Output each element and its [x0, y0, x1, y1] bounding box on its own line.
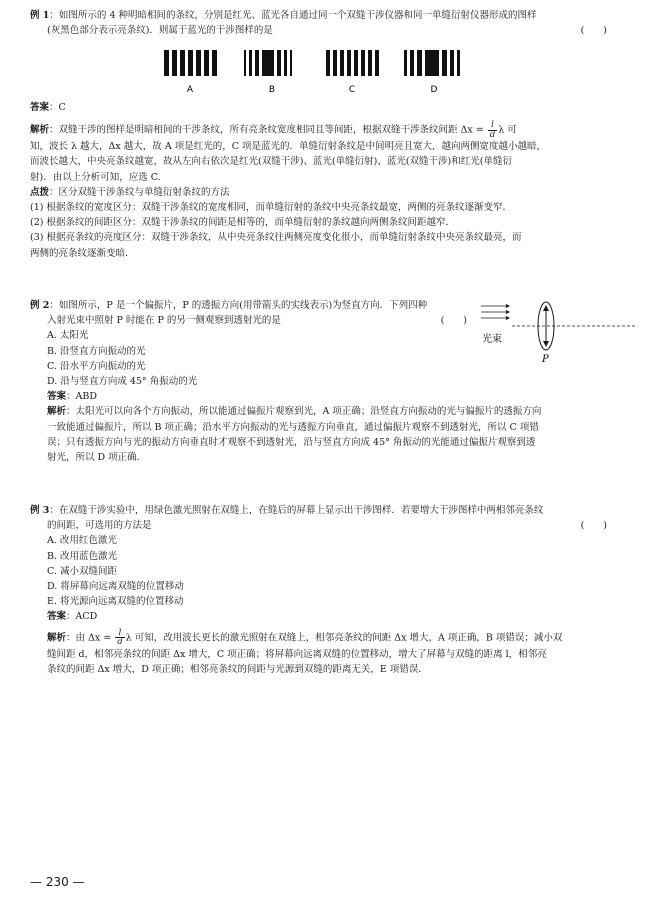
example-3-answer-label: 答案 [47, 611, 67, 623]
example-3-option-e: E. 将光源向远离双缝的位置移动 [47, 596, 184, 608]
patB-fringe [249, 50, 252, 76]
patA-fringe [196, 50, 201, 76]
patC-fringe [347, 50, 351, 76]
example-1-tip: ：区分双缝干涉条纹与单缝衍射条纹的方法 [49, 186, 230, 198]
example-2-analysis-line-4: 射光，所以 D 项正确． [47, 451, 147, 463]
patD-fringe [417, 50, 422, 76]
example-2-option-a: A. 太阳光 [47, 330, 89, 342]
patB-fringe [284, 50, 287, 76]
example-2-question-line-2: 入射光束中照射 P 时能在 P 的另一侧观察到透射光的是 [47, 315, 281, 327]
patB-fringe [277, 50, 281, 76]
patC-fringe [368, 50, 372, 76]
example-2-analysis-line-3: 误；只有透振方向与光的振动方向垂直时才观察不到透射光，沿与竖直方向成 45° 角振动的光能通过偏振片观察到透 [47, 436, 536, 448]
example-1-analysis-line-1b: λ 可 [498, 124, 517, 136]
patD-fringe [457, 50, 460, 76]
example-3-question-line-1: ：在双缝干涉实验中，用绿色激光照射在双缝上，在缝后的屏幕上显示出干涉图样．若要增大干涉图样中两相邻亮条纹 [49, 505, 544, 516]
patC-fringe [333, 50, 337, 76]
example-1-question-line-2: (灰黑色部分表示亮条纹)．则属于蓝光的干涉图样的是 [47, 25, 273, 37]
patA-fringe [204, 50, 209, 76]
example-3-answer: ：ACD [66, 611, 98, 623]
example-1-tip-3a: (3) 根据亮条纹的亮度区分：双缝干涉条纹，从中央亮条纹往两侧亮度变化很小，而单缝衍射条纹中央亮条纹最亮，而 [30, 232, 522, 244]
example-2-label: 例 2 [30, 300, 50, 311]
example-1-analysis-line-4: 射)．由以上分析可知，应选 C. [30, 171, 161, 183]
example-3-option-d: D. 将屏幕向远离双缝的位置移动 [47, 580, 184, 592]
example-2-analysis-line-2: 一致能通过偏振片，所以 B 项正确；沿水平方向振动的光与透振方向垂直，通过偏振片观察不到透射光，所以 C 项错 [47, 421, 539, 433]
example-3-question-line-2: 的间距，可选用的方法是 [47, 520, 152, 532]
polarizer-figure [476, 296, 636, 376]
example-1-analysis-line-2: 知，波长 λ 越大，Δx 越大，故 A 项是红光的，C 项是蓝光的．单缝衍射条纹是中间明亮且宽大，越向两侧宽度越小越暗， [30, 141, 546, 153]
example-3-option-b: B. 改用蓝色激光 [47, 550, 118, 562]
patB-fringe [290, 50, 292, 76]
example-3-answer-bracket: ( ) [580, 520, 607, 532]
example-3-option-a: A. 改用红色激光 [47, 535, 117, 547]
example-1-answer-bracket: ( ) [580, 25, 607, 37]
example-1-analysis-label: 解析 [30, 124, 50, 136]
example-3-analysis-line-1b: λ 可知，改用波长更长的激光照射在双缝上，相邻亮条纹的间距 Δx 增大，A 项正确，B 项错误；减小双 [125, 632, 563, 643]
pattern-c [326, 50, 379, 76]
example-3 [30, 503, 625, 677]
example-3-analysis-line-1a: ：由 Δx = [66, 632, 112, 643]
patC-fringe [326, 50, 330, 76]
example-1-question-line-1: ：如图所示的 4 种明暗相间的条纹，分别是红光、蓝光各自通过同一个双缝干涉仪器和同一单缝衍射仪器形成的图样 [49, 10, 537, 21]
pattern-a [164, 50, 217, 76]
example-2-analysis-label: 解析 [47, 406, 67, 418]
patC-fringe [354, 50, 358, 76]
patB-fringe [244, 50, 246, 76]
patD-fringe [410, 50, 414, 76]
example-1-answer-label: 答案 [30, 102, 50, 113]
pattern-d [404, 50, 460, 76]
example-2-option-b: B. 沿竖直方向振动的光 [47, 345, 146, 357]
pattern-b [244, 50, 292, 76]
fraction-l-over-d: $\frac{l}{d}$ [489, 120, 496, 140]
example-1-analysis-line-3: 而波长越大，中央亮条纹越宽，故从左向右依次是红光(双缝干涉)、蓝光(单缝衍射)、蓝光(双缝干涉)和红光(单缝衍 [30, 156, 512, 168]
example-2-option-d: D. 沿与竖直方向成 45° 角振动的光 [47, 375, 198, 387]
example-2-analysis-line-1: ：太阳光可以向各个方向振动，所以能通过偏振片观察到光，A 项正确；沿竖直方向振动的光与偏振片的透振方向 [66, 406, 542, 418]
example-1-tip-1: (1) 根据条纹的宽度区分：双缝干涉条纹的宽度相同，而单缝衍射的条纹中央亮条纹最宽，两侧的亮条纹逐渐变窄． [30, 201, 512, 213]
example-2-answer: ：ABD [66, 391, 97, 403]
example-2-answer-label: 答案 [47, 391, 67, 403]
patD-fringe [450, 50, 454, 76]
pattern-label-d: D [430, 85, 438, 95]
example-1-analysis-line-1a: ：双缝干涉的图样是明暗相间的干涉条纹，所有亮条纹宽度相同且等间距，根据双缝干涉条纹间距 Δx = [49, 124, 484, 136]
example-3-option-c: C. 减小双缝间距 [47, 565, 117, 577]
pattern-label-c: C [348, 85, 356, 95]
example-1-tip-3b: 两侧的亮条纹逐渐变暗． [30, 247, 135, 259]
patA-fringe [172, 50, 177, 76]
pattern-label-b: B [268, 85, 276, 95]
example-1-label: 例 1 [30, 10, 50, 21]
patA-fringe [180, 50, 185, 76]
example-3-analysis-line-2: 缝间距 d，相邻亮条纹的间距 Δx 增大，C 项正确；将屏幕向远离双缝的位置移动，增大了屏幕与双缝的距离 l，相邻亮 [47, 648, 547, 660]
beam-label: 光束 [482, 334, 502, 345]
example-2-answer-bracket: ( ) [440, 315, 467, 327]
example-2-option-c: C. 沿水平方向振动的光 [47, 360, 146, 372]
patD-fringe [425, 50, 439, 76]
patA-fringe [164, 50, 169, 76]
example-3-analysis-label: 解析 [47, 632, 67, 643]
example-1-tip-2: (2) 根据条纹的间距区分：双缝干涉条纹的间距是相等的，而单缝衍射的条纹越向两侧条纹间距越窄． [30, 217, 455, 229]
patA-fringe [188, 50, 193, 76]
patC-fringe [361, 50, 365, 76]
example-1-tip-label: 点拨 [30, 186, 50, 198]
example-2-question-line-1: ：如图所示，P 是一个偏振片，P 的透振方向(用带箭头的实线表示)为竖直方向．下列四种 [49, 300, 428, 311]
fraction-l-over-d-2: $\frac{l}{d}$ [117, 627, 123, 647]
example-1-answer: ：C [49, 102, 66, 113]
example-1-solution [30, 100, 625, 261]
polarizer-label: P [542, 354, 549, 365]
patB-fringe [262, 50, 274, 76]
patD-fringe [404, 50, 407, 76]
page-number: — 230 — [30, 875, 85, 889]
patB-fringe [255, 50, 259, 76]
patC-fringe [375, 50, 379, 76]
interference-patterns-figure [0, 0, 653, 100]
example-3-analysis-line-3: 条纹的间距 Δx 增大，D 项正确；相邻亮条纹的间距与光源到双缝的距离无关，E 项错误． [47, 663, 428, 675]
pattern-label-a: A [186, 85, 194, 95]
example-3-label: 例 3 [30, 505, 50, 516]
patC-fringe [340, 50, 344, 76]
patD-fringe [442, 50, 447, 76]
patA-fringe [212, 50, 217, 76]
